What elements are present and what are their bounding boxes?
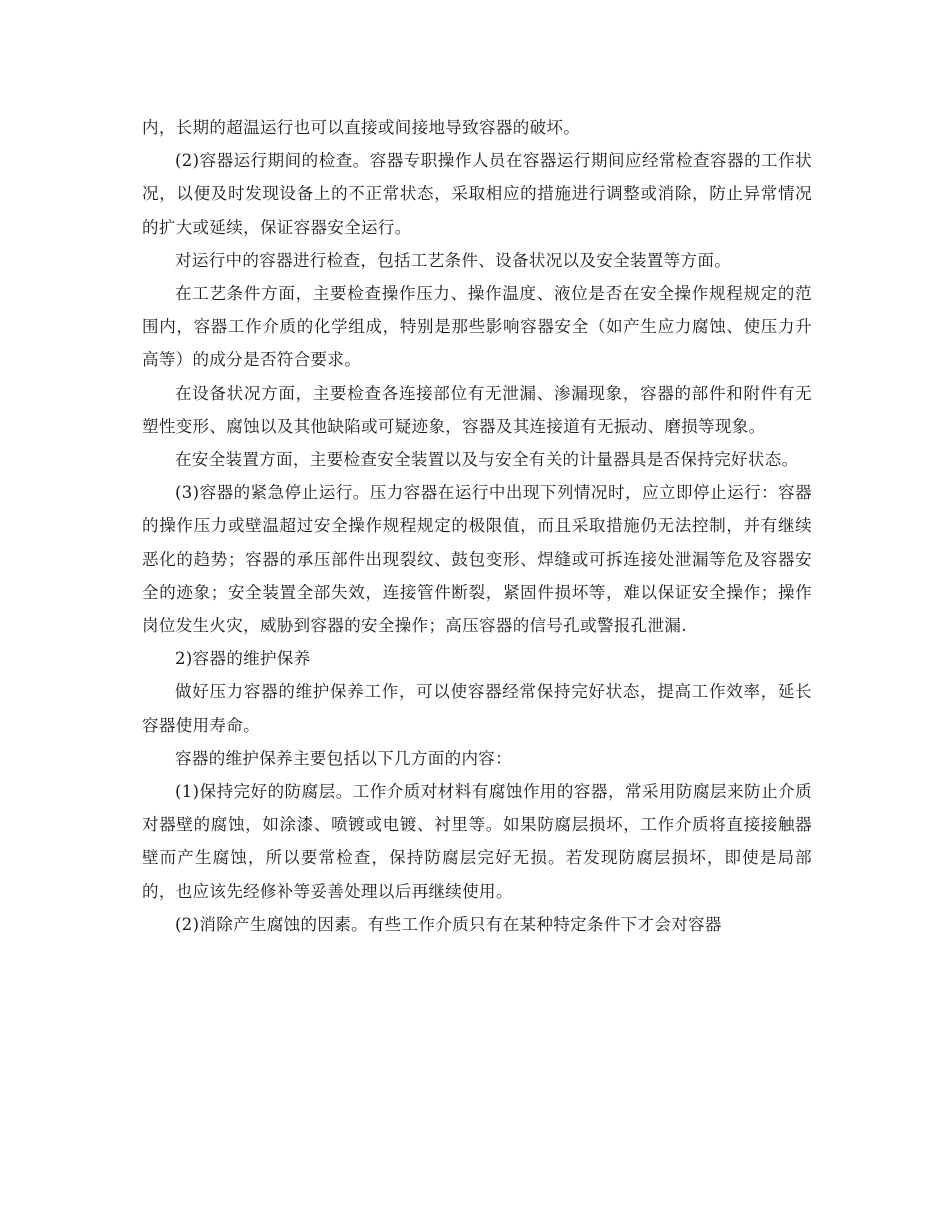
document-body [142, 111, 812, 941]
paragraph-maintenance-intro: 做好压力容器的维护保养工作，可以使容器经常保持完好状态，提高工作效率，延长容器使用寿命。 [142, 682, 812, 735]
paragraph-emergency-stop: (3)容器的紧急停止运行。压力容器在运行中出现下列情况时，应立即停止运行：容器的操作压力或壁温超过安全操作规程规定的极限值，而且采取措施仍无法控制，并有继续恶化的趋势；容器的承压部件出现裂纹、鼓包变形、焊缝或可拆连接处泄漏等危及容器安全的迹象；安全装置全部失效，连接管件断裂，紧固件损坏等，难以保证安全操作；操作岗位发生火灾，威胁到容器的安全操作；高压容器的信号孔或警报孔泄漏. [142, 483, 812, 636]
paragraph-anticorrosion-layer: (1)保持完好的防腐层。工作介质对材料有腐蚀作用的容器，常采用防腐层来防止介质对器壁的腐蚀，如涂漆、喷镀或电镀、衬里等。如果防腐层损坏，工作介质将直接接触器壁而产生腐蚀，所以要常检查，保持防腐层完好无损。若发现防腐层损坏，即使是局部的，也应该先经修补等妥善处理以后再继续使用。 [142, 782, 812, 901]
paragraph-safety-devices: 在安全装置方面，主要检查安全装置以及与安全有关的计量器具是否保持完好状态。 [175, 450, 799, 470]
paragraph-inspection-scope: 对运行中的容器进行检查，包括工艺条件、设备状况以及安全装置等方面。 [175, 250, 732, 270]
paragraph-process-conditions: 在工艺条件方面，主要检查操作压力、操作温度、液位是否在安全操作规程规定的范围内，容器工作介质的化学组成，特别是那些影响容器安全（如产生应力腐蚀、使压力升高等）的成分是否符合要求。 [142, 284, 812, 370]
paragraph-maintenance-contents: 容器的维护保养主要包括以下几方面的内容： [175, 748, 512, 768]
paragraph-operation-inspection: (2)容器运行期间的检查。容器专职操作人员在容器运行期间应经常检查容器的工作状况，以便及时发现设备上的不正常状态，采取相应的措施进行调整或消除，防止异常情况的扩大或延续，保证容器安全运行。 [142, 151, 812, 237]
section-heading-maintenance: 2)容器的维护保养 [175, 649, 311, 669]
paragraph-continuation: 内，长期的超温运行也可以直接或间接地导致容器的破坏。 [142, 118, 581, 137]
paragraph-equipment-status: 在设备状况方面，主要检查各连接部位有无泄漏、渗漏现象，容器的部件和附件有无塑性变形、腐蚀以及其他缺陷或可疑迹象，容器及其连接道有无振动、磨损等现象。 [142, 383, 812, 436]
paragraph-corrosion-factors: (2)消除产生腐蚀的因素。有些工作介质只有在某种特定条件下才会对容器 [175, 914, 722, 934]
